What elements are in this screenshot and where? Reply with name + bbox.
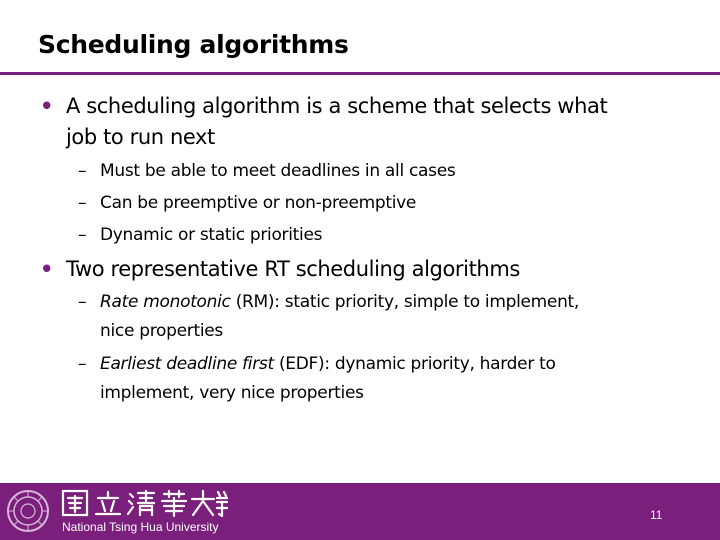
dash-marker: – — [78, 225, 87, 245]
university-logo-calligraphy — [60, 488, 228, 518]
dash-marker: – — [78, 354, 87, 374]
sub-bullet-text — [100, 350, 556, 379]
sub-bullet-continuation: implement, very nice properties — [100, 383, 364, 403]
sub-bullet-1-1 — [78, 157, 456, 186]
dash-marker: – — [78, 161, 87, 181]
bullet-1-line-2: job to run next — [66, 125, 215, 149]
algorithm-desc: (RM): static priority, simple to implement, — [230, 292, 580, 312]
sub-bullet-2-2 — [78, 350, 556, 408]
bullet-2-line-1: Two representative RT scheduling algorithms — [66, 257, 520, 281]
page-number: 11 — [650, 508, 663, 522]
sub-bullet-continuation: nice properties — [100, 321, 223, 341]
title-divider — [0, 72, 720, 75]
bullet-marker: • — [40, 94, 54, 118]
algorithm-name: Earliest deadline first — [100, 354, 274, 374]
sub-bullet-1-2 — [78, 189, 417, 218]
bullet-marker: • — [40, 257, 54, 281]
sub-bullet-text: Must be able to meet deadlines in all cases — [100, 161, 456, 181]
sub-bullet-text — [100, 288, 579, 317]
sub-bullet-1-3 — [78, 221, 323, 250]
dash-marker: – — [78, 292, 87, 312]
university-seal-icon — [6, 489, 50, 533]
bullet-2 — [40, 254, 520, 285]
algorithm-desc: (EDF): dynamic priority, harder to — [273, 354, 556, 374]
university-name: National Tsing Hua University — [62, 520, 219, 534]
sub-bullet-2-1 — [78, 288, 580, 346]
algorithm-name: Rate monotonic — [100, 292, 231, 312]
sub-bullet-text: Dynamic or static priorities — [100, 225, 323, 245]
bullet-1-line-1: A scheduling algorithm is a scheme that selects what — [66, 94, 608, 118]
sub-bullet-text: Can be preemptive or non-preemptive — [100, 193, 417, 213]
dash-marker: – — [78, 193, 87, 213]
slide-title: Scheduling algorithms — [38, 30, 349, 59]
bullet-1 — [40, 91, 608, 153]
